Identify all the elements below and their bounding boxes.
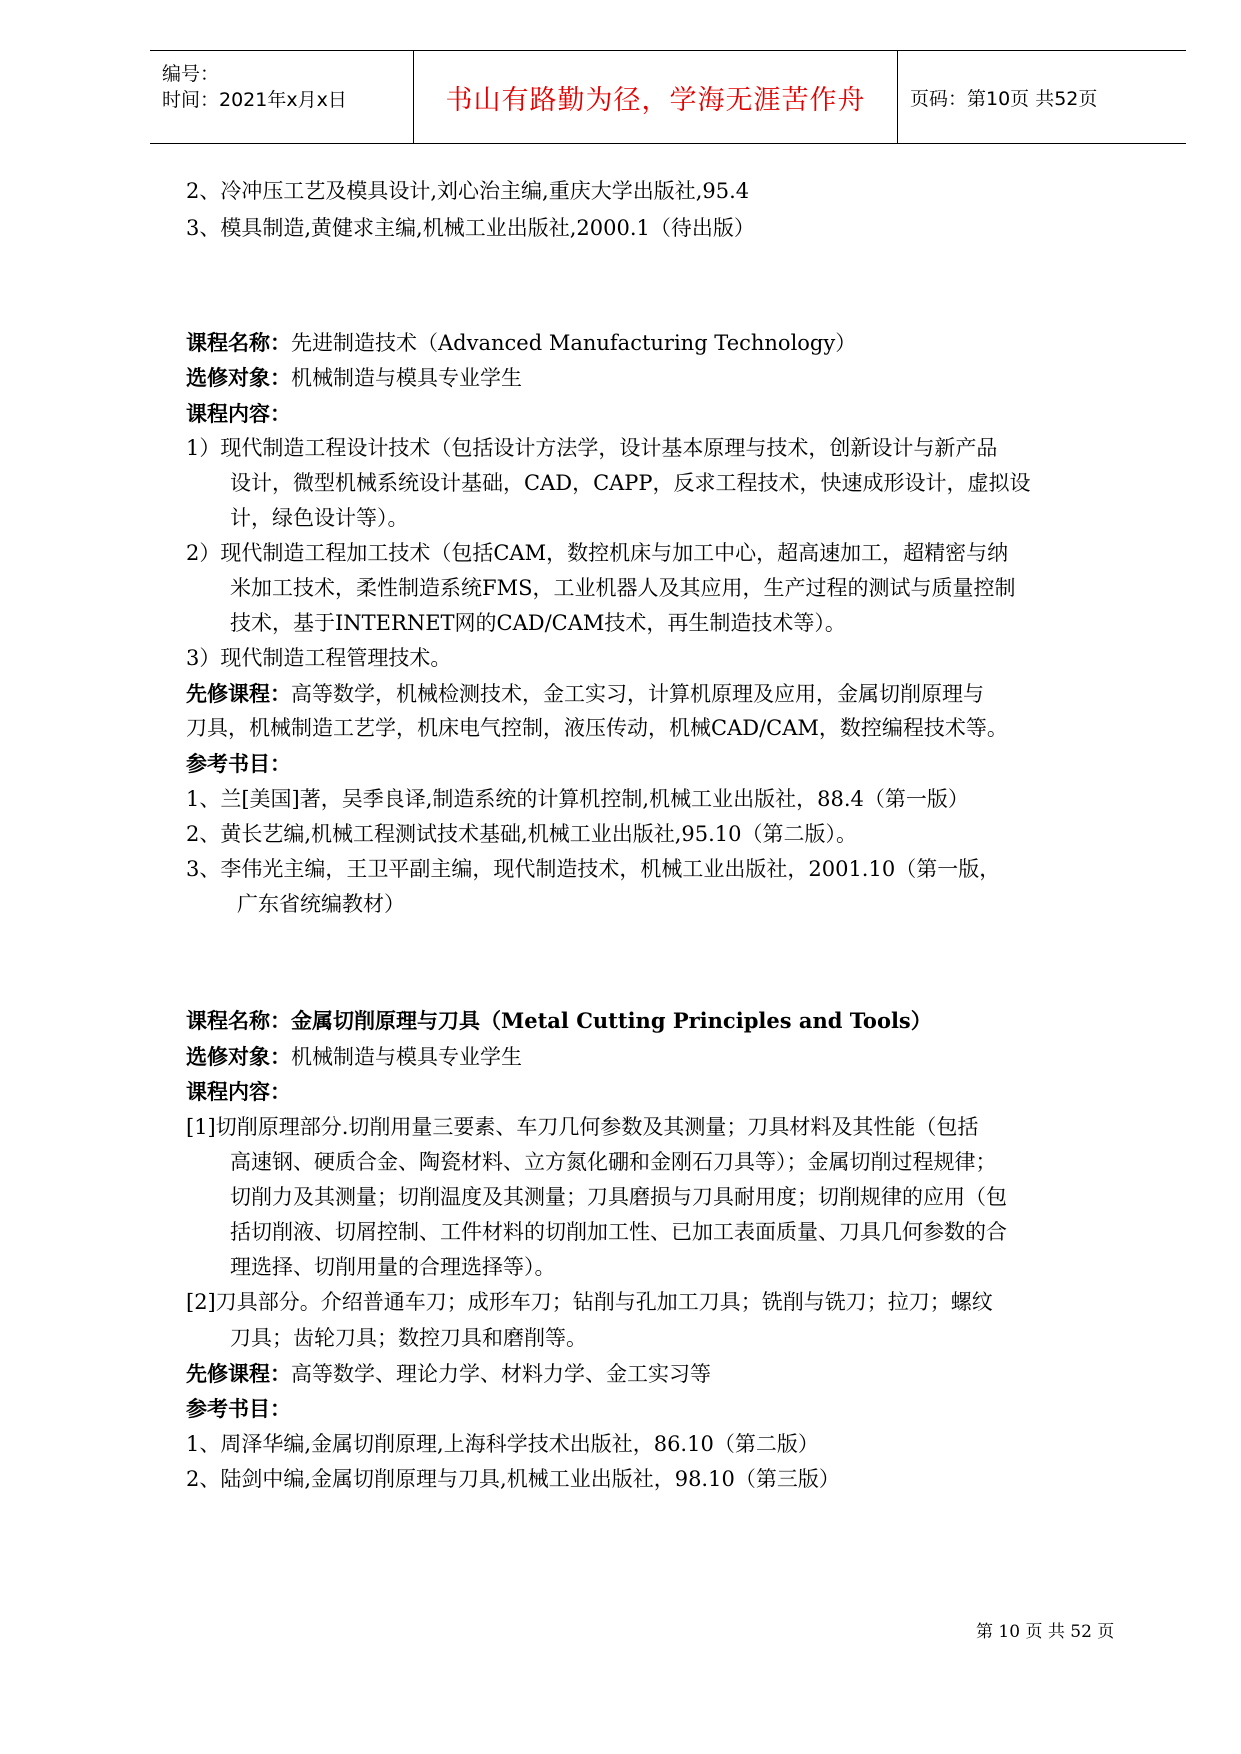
field-label: 课程内容： <box>186 1079 291 1104</box>
line-text: 切削力及其测量；切削温度及其测量；刀具磨损与刀具耐用度；切削规律的应用（包 <box>230 1185 1007 1209</box>
text-line <box>186 215 755 241</box>
text-line <box>230 1325 587 1351</box>
line-text: 2、陆剑中编,金属切削原理与刀具,机械工业出版社，98.10（第三版） <box>186 1467 840 1491</box>
text-line <box>186 1361 711 1387</box>
text-line <box>186 856 1000 882</box>
header-time-label: 时间：2021年x月x日 <box>162 89 347 111</box>
line-text: 刀具，机械制造工艺学，机床电气控制，液压传动，机械CAD/CAM，数控编程技术等。 <box>186 716 1008 740</box>
line-text: 2、冷冲压工艺及模具设计,刘心治主编,重庆大学出版社,95.4 <box>186 179 750 203</box>
line-text: 刀具；齿轮刀具；数控刀具和磨削等。 <box>230 1326 587 1350</box>
header-motto-cell <box>413 51 898 143</box>
line-text: 2）现代制造工程加工技术（包括CAM，数控机床与加工中心，超高速加工，超精密与纳 <box>186 541 1009 565</box>
line-text: 米加工技术，柔性制造系统FMS，工业机器人及其应用，生产过程的测试与质量控制 <box>230 576 1016 600</box>
text-line <box>186 1431 819 1457</box>
text-line <box>230 470 1031 496</box>
text-line <box>230 1149 997 1175</box>
field-label: 课程名称： <box>186 330 291 355</box>
text-line <box>186 365 522 391</box>
line-text: 1、兰[美国]著，吴季良译,制造系统的计算机控制,机械工业出版社，88.4（第一版） <box>186 787 969 811</box>
field-label: 参考书目： <box>186 1396 291 1421</box>
text-line <box>186 1079 291 1105</box>
course-title: 金属切削原理与刀具（Metal Cutting Principles and Tools） <box>291 1008 932 1033</box>
text-line <box>230 505 409 531</box>
field-label: 先修课程： <box>186 681 291 706</box>
line-text: 理选择、切削用量的合理选择等）。 <box>230 1255 556 1279</box>
text-line <box>186 401 291 427</box>
line-text: 设计，微型机械系统设计基础，CAD，CAPP，反求工程技术，快速成形设计，虚拟设 <box>230 471 1031 495</box>
line-text: 3、李伟光主编，王卫平副主编，现代制造技术，机械工业出版社，2001.10（第一版， <box>186 857 1001 881</box>
text-line <box>186 821 857 847</box>
text-line <box>186 645 451 671</box>
header-page-cell <box>898 51 1186 143</box>
header-number-label: 编号： <box>162 63 220 85</box>
text-line <box>186 786 969 812</box>
text-line <box>186 1008 932 1034</box>
field-label: 课程内容： <box>186 401 291 426</box>
text-line <box>230 1184 1007 1210</box>
field-label: 选修对象： <box>186 365 291 390</box>
line-text: 1）现代制造工程设计技术（包括设计方法学，设计基本原理与技术，创新设计与新产品 <box>186 436 998 460</box>
line-text: 计，绿色设计等）。 <box>230 506 409 530</box>
field-label: 先修课程： <box>186 1361 291 1386</box>
line-text: 1、周泽华编,金属切削原理,上海科学技术出版社，86.10（第二版） <box>186 1432 819 1456</box>
page-footer: 第 10 页 共 52 页 <box>976 1622 1115 1642</box>
line-text: 技术，基于INTERNET网的CAD/CAM技术，再生制造技术等）。 <box>230 611 846 635</box>
line-text: 3）现代制造工程管理技术。 <box>186 646 452 670</box>
text-line <box>186 1289 993 1315</box>
header-page-label: 页码：第10页 共52页 <box>910 87 1098 110</box>
line-text: 高等数学、理论力学、材料力学、金工实习等 <box>291 1362 711 1386</box>
text-line <box>230 575 1015 601</box>
text-line <box>186 435 997 461</box>
line-text: 括切削液、切屑控制、工件材料的切削加工性、已加工表面质量、刀具几何参数的合 <box>230 1220 1007 1244</box>
header-left-cell <box>150 51 413 143</box>
field-label: 选修对象： <box>186 1044 291 1069</box>
line-text: 高速钢、硬质合金、陶瓷材料、立方氮化硼和金刚石刀具等）；金属切削过程规律； <box>230 1150 997 1174</box>
text-line <box>186 1114 978 1140</box>
text-line <box>186 330 856 356</box>
text-line <box>186 681 984 707</box>
line-text: 3、模具制造,黄健求主编,机械工业出版社,2000.1（待出版） <box>186 216 755 240</box>
text-line <box>230 1219 1007 1245</box>
page-header <box>150 50 1186 144</box>
text-line <box>186 178 749 204</box>
text-line <box>230 610 846 636</box>
field-label: 参考书目： <box>186 751 291 776</box>
text-line <box>230 1254 556 1280</box>
text-line <box>186 1466 840 1492</box>
line-text: 高等数学，机械检测技术，金工实习，计算机原理及应用，金属切削原理与 <box>291 682 984 706</box>
line-text: 先进制造技术（Advanced Manufacturing Technology） <box>291 331 857 355</box>
line-text: 机械制造与模具专业学生 <box>291 1045 522 1069</box>
line-text: 机械制造与模具专业学生 <box>291 366 522 390</box>
line-text: [2]刀具部分。介绍普通车刀；成形车刀；钻削与孔加工刀具；铣削与铣刀；拉刀；螺纹 <box>186 1290 993 1314</box>
text-line <box>186 1396 291 1422</box>
header-motto: 书山有路勤为径，学海无涯苦作舟 <box>445 84 866 116</box>
text-line <box>186 751 291 777</box>
text-line <box>237 891 405 917</box>
field-label: 课程名称： <box>186 1008 291 1033</box>
text-line <box>186 715 1008 741</box>
line-text: [1]切削原理部分.切削用量三要素、车刀几何参数及其测量；刀具材料及其性能（包括 <box>186 1115 979 1139</box>
text-line <box>186 1044 522 1070</box>
line-text: 2、黄长艺编,机械工程测试技术基础,机械工业出版社,95.10（第二版）。 <box>186 822 858 846</box>
line-text: 广东省统编教材） <box>237 892 405 916</box>
text-line <box>186 540 1008 566</box>
